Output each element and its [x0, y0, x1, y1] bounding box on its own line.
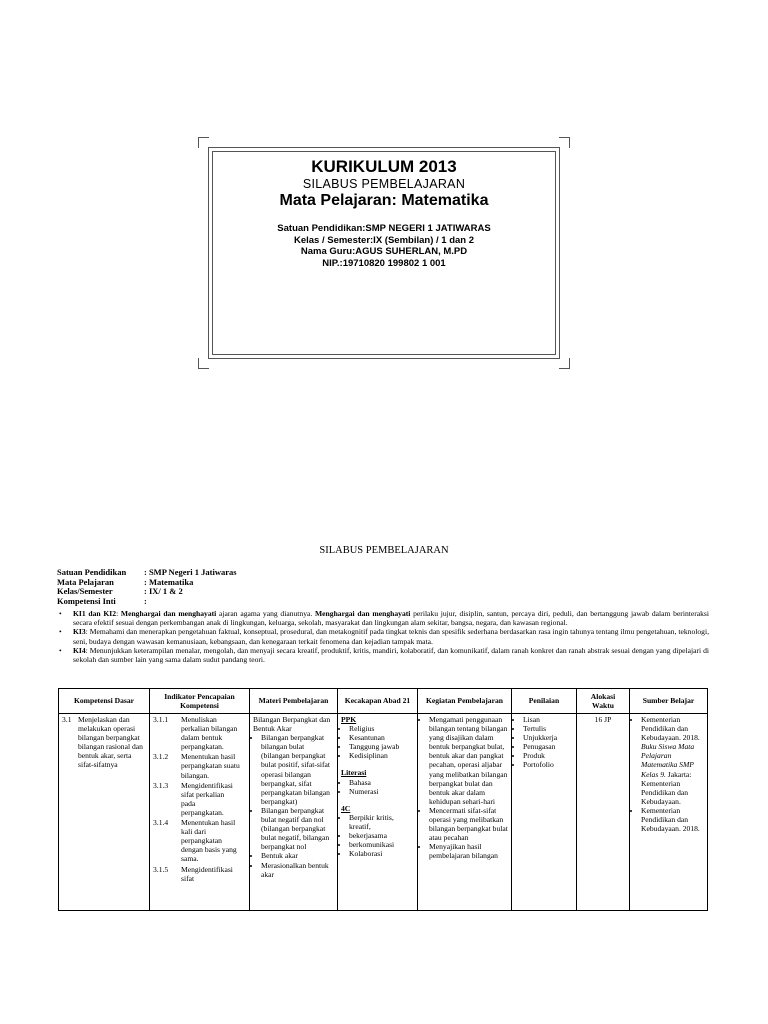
penilaian-list — [515, 715, 573, 770]
kompetensi-inti-list — [57, 609, 709, 664]
penilaian-item: • Unjukkerja — [523, 733, 573, 742]
ki-item-ki1-ki2 — [57, 609, 709, 627]
materi-item: • Bentuk akar — [261, 851, 334, 860]
table-header-row — [59, 689, 708, 714]
ppk-item: • Religius — [349, 724, 414, 733]
sumber-list — [633, 715, 704, 833]
materi-item: • Merasionalkan bentuk akar — [261, 861, 334, 879]
meta-row — [57, 597, 237, 607]
indikator-item — [153, 715, 246, 751]
sumber-book-title: Buku Siswa Mata Pelajaran Matematika SMP Kelas 9. — [641, 742, 695, 779]
ppk-list — [341, 724, 414, 760]
kegiatan-item: • Mengamati penggunaan bilangan tentang bilangan yang disajikan dalam bentuk berpangkat bulat, bentuk akar dan pangkat pecahan, operasi aljabar yang melibatkan bilangan berpangkat bulat dan bentuk akar dalam kehidupan sehari-hari — [429, 715, 508, 806]
kegiatan-list — [421, 715, 508, 861]
cell-indikator — [150, 714, 250, 911]
indikator-text: Mengidentifikasi sifat — [181, 864, 233, 883]
literasi-heading: Literasi — [341, 768, 367, 778]
indikator-number: 3.1.1 — [153, 715, 169, 724]
cover-title: KURIKULUM 2013 — [311, 157, 457, 176]
ki-text: Memahami dan menerapkan pengetahuan faktual, konseptual, prosedural, dan metakognitif pada tingkat teknis dan spesifik sederhana berdasarkan rasa ingin tahunya tentang ilmu pengetahuan, teknologi, seni, budaya dengan wawasan kemanusiaan, kebangsaan, dan kenegaraan terkait fenomena dan kejadian tampak mata. — [73, 627, 709, 646]
ki-bold-text: Menghargai dan menghayati — [315, 609, 411, 618]
indikator-number: 3.1.2 — [153, 752, 169, 762]
indikator-text: Mengidentifikasi sifat perkalian pada perpangkatan. — [181, 780, 233, 817]
header-indikator: Indikator Pencapaian Kompetensi — [150, 689, 250, 714]
header-alokasi: Alokasi Waktu — [577, 689, 630, 714]
materi-item: • Bilangan berpangkat bulat negatif dan nol (bilangan berpangkat bulat negatif, bilangan berpangkat nol — [261, 806, 334, 851]
ki-separator: : — [85, 627, 90, 637]
cell-kegiatan — [418, 714, 512, 911]
ki-separator: : — [116, 609, 121, 618]
ki-item-ki3 — [57, 627, 709, 645]
table-row — [59, 714, 708, 911]
meta-key: Kompetensi Inti — [57, 595, 116, 606]
ppk-heading: PPK — [341, 715, 357, 724]
penilaian-item: • Lisan — [523, 715, 573, 724]
indikator-item — [153, 781, 246, 817]
ki-text: perilaku jujur, disiplin, santun, percaya diri, peduli, dan bertanggung jawab dalam berinteraksi secara efektif sesuai dengan perkembangan anak di lingkungan, keluarga, sekolah, masyarakat dan lingkungan alam sekitar, bangsa, negara, dan kawasan regional. — [73, 609, 709, 628]
ppk-item: • Kedisiplinan — [349, 751, 414, 760]
literasi-list — [341, 778, 414, 796]
penilaian-item: • Tertulis — [523, 724, 573, 733]
meta-value: : SMP Negeri 1 Jatiwaras — [144, 567, 237, 577]
indikator-item — [153, 752, 246, 779]
4c-item: • berkomunikasi — [349, 840, 414, 849]
header-kompetensi-dasar: Kompetensi Dasar — [59, 689, 150, 714]
materi-intro: Bilangan Berpangkat dan Bentuk Akar — [253, 715, 331, 734]
cover-class: Kelas / Semester:IX (Sembilan) / 1 dan 2 — [293, 234, 475, 246]
ki-label: KI1 dan KI2 — [73, 609, 117, 618]
meta-key: Kelas/Semester — [57, 586, 113, 597]
cell-alokasi: 16 JP — [577, 714, 630, 911]
meta-key: Mata Pelajaran — [57, 576, 114, 587]
sumber-text: Kementerian Pendidikan dan Kebudayaan. 2018. — [641, 715, 700, 743]
indikator-text: Menentukan hasil kali dari perpangkatan dengan basis yang sama. — [181, 818, 237, 864]
penilaian-item: • Penugasan — [523, 742, 573, 751]
header-sumber: Sumber Belajar — [630, 689, 708, 714]
4c-heading: 4C — [341, 803, 351, 813]
literasi-item: • Bahasa — [349, 778, 414, 787]
4c-item: • Kolaborasi — [349, 849, 414, 858]
materi-item: • Bilangan berpangkat bilangan bulat (bilangan berpangkat bulat positif, sifat-sifat operasi bilangan berpangkat, sifat perpangkatan bilangan berpangkat) — [261, 733, 334, 806]
cover-teacher: Nama Guru:AGUS SUHERLAN, M.PD — [300, 246, 468, 257]
cover-frame — [198, 137, 570, 369]
indikator-item — [153, 865, 246, 883]
sumber-item — [641, 715, 704, 806]
header-kegiatan: Kegiatan Pembelajaran — [418, 689, 512, 714]
4c-item: • bekerjasama — [349, 831, 414, 840]
cover-text — [198, 157, 570, 269]
ki-item-ki4 — [57, 646, 709, 664]
header-materi: Materi Pembelajaran — [250, 689, 338, 714]
meta-value: : IX/ 1 & 2 — [144, 586, 183, 597]
frame-corner-bottom-left — [198, 358, 209, 369]
ki-label: KI4 — [73, 645, 86, 655]
sumber-text: Jakarta: Kementerian Pendidikan dan Kebudayaan. — [641, 769, 692, 806]
ki-label: KI3 — [73, 627, 86, 637]
indikator-number: 3.1.5 — [153, 864, 169, 874]
cell-sumber — [630, 714, 708, 911]
frame-corner-top-right — [559, 137, 570, 148]
indikator-number: 3.1.4 — [153, 818, 169, 828]
cell-penilaian — [512, 714, 577, 911]
ki-separator: : — [85, 645, 90, 655]
cell-kecakapan — [338, 714, 418, 911]
materi-list — [253, 733, 334, 879]
ki-bold-text: Menghargai dan menghayati — [120, 609, 217, 618]
syllabus-table — [58, 688, 708, 911]
literasi-item: • Numerasi — [349, 787, 414, 796]
meta-key: Satuan Pendidikan — [57, 567, 127, 577]
indikator-text: Menuliskan perkalian bilangan dalam bentuk perpangkatan. — [181, 715, 238, 752]
kd-number: 3.1 — [62, 715, 72, 724]
4c-list — [341, 813, 414, 858]
meta-value: : — [144, 595, 147, 606]
cover-subject: Mata Pelajaran: Matematika — [279, 192, 489, 209]
cell-materi — [250, 714, 338, 911]
ppk-item: • Tanggung jawab — [349, 742, 414, 751]
indikator-text: Menentukan hasil perpangkatan suatu bilangan. — [181, 752, 240, 780]
kd-text: Menjelaskan dan melakukan operasi bilangan berpangkat bilangan rasional dan bentuk akar, serta sifat-sifatnya — [78, 715, 143, 770]
frame-corner-bottom-right — [559, 358, 570, 369]
ki-text: Menunjukkan keterampilan menalar, mengolah, dan menyaji secara kreatif, produktif, kritis, mandiri, kolaboratif, dan komunikatif, dalam ranah konkret dan ranah abstrak sesuai dengan yang dipelajari di sekolah dan sumber lain yang sama dalam sudut pandang teori. — [73, 645, 709, 665]
header-kecakapan: Kecakapan Abad 21 — [338, 689, 418, 714]
4c-item: • Berpikir kritis, kreatif, — [349, 813, 414, 831]
syllabus-title: SILABUS PEMBELAJARAN — [319, 545, 449, 556]
cover-school: Satuan Pendidikan:SMP NEGERI 1 JATIWARAS — [277, 223, 491, 234]
cover-nip: NIP.:19710820 199802 1 001 — [322, 257, 446, 269]
cell-kompetensi-dasar — [59, 714, 150, 911]
header-penilaian: Penilaian — [512, 689, 577, 714]
kegiatan-item: • Mencermati sifat-sifat operasi yang melibatkan bilangan berpangkat bulat atau pecahan — [429, 806, 508, 842]
penilaian-item: • Portofolio — [523, 760, 573, 769]
indikator-item — [153, 818, 246, 863]
ki-text: ajaran agama yang dianutnya. — [216, 609, 316, 618]
sumber-item: • Kementerian Pendidikan dan Kebudayaan. 2018. — [641, 806, 704, 833]
cover-subtitle: SILABUS PEMBELAJARAN — [302, 177, 466, 191]
penilaian-item: • Produk — [523, 751, 573, 760]
meta-value: : Matematika — [144, 576, 194, 587]
syllabus-meta — [57, 568, 237, 606]
ppk-item: • Kesantunan — [349, 733, 414, 742]
indikator-number: 3.1.3 — [153, 780, 169, 790]
kegiatan-item: • Menyajikan hasil pembelajaran bilangan — [429, 842, 508, 860]
